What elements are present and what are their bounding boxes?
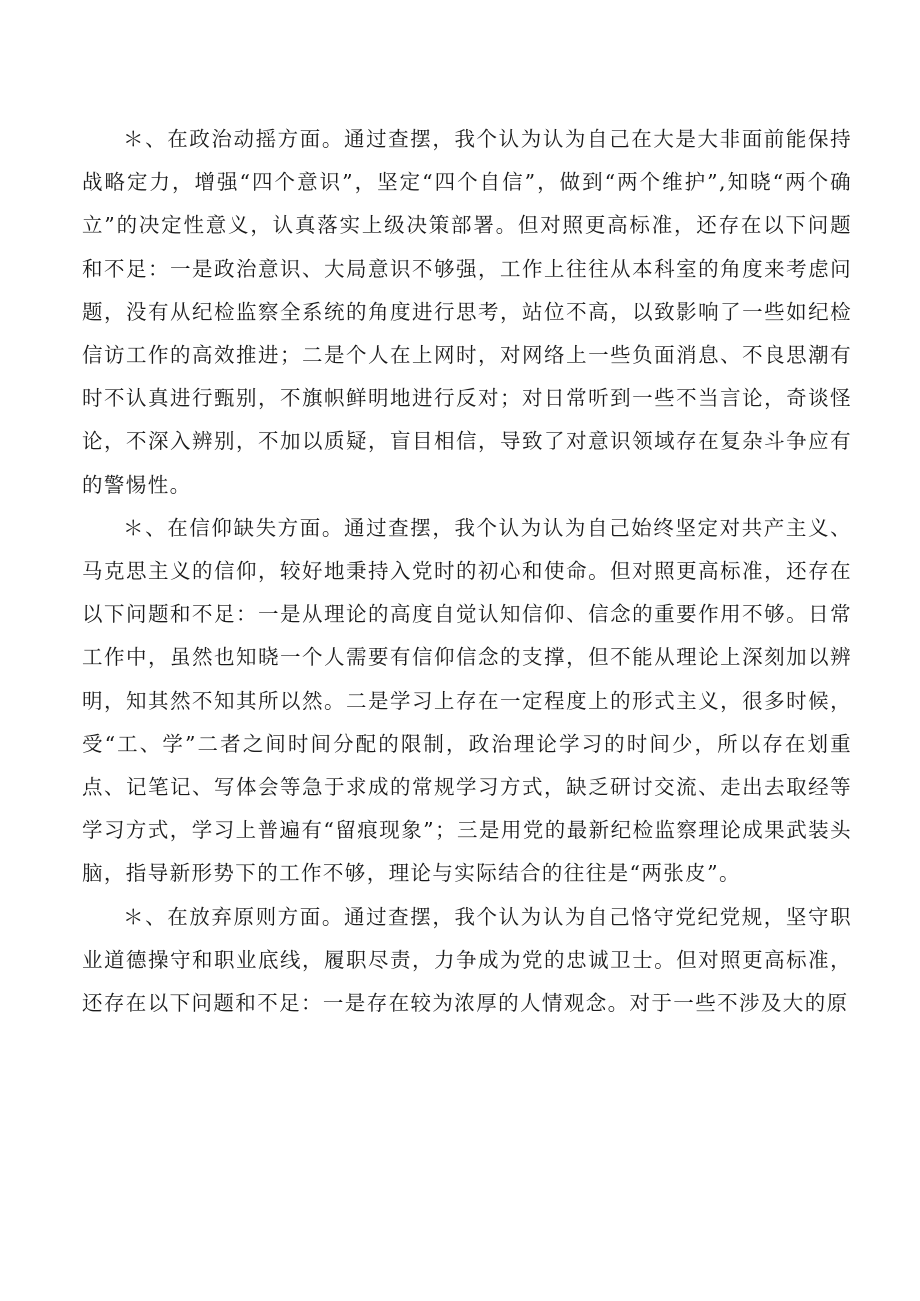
paragraph-faith-lacking: ＊、在信仰缺失方面。通过查摆，我个认为认为自己始终坚定对共产主义、马克思主义的信仰，较好地秉持入党时的初心和使命。但对照更高标准，还存在以下问题和不足：一是从理论的高度自觉认知信仰、信念的重要作用不够。日常工作中，虽然也知晓一个人需要有信仰信念的支撑，但不能从理论上深刻加以辨明，知其然不知其所以然。二是学习上存在一定程度上的形式主义，很多时候，受“工、学”二者之间时间分配的限制，政治理论学习的时间少，所以存在划重点、记笔记、写体会等急于求成的常规学习方式，缺乏研讨交流、走出去取经等学习方式，学习上普遍有“留痕现象”；三是用党的最新纪检监察理论成果武装头脑，指导新形势下的工作不够，理论与实际结合的往往是“两张皮”。 xyxy=(82,515,852,886)
document-body xyxy=(82,118,852,1025)
paragraph-political-wavering: ＊、在政治动摇方面。通过查摆，我个认为认为自己在大是大非面前能保持战略定力，增强“四个意识”，坚定“四个自信”，做到“两个维护”,知晓“两个确立”的决定性意义，认真落实上级决策部署。但对照更高标准，还存在以下问题和不足：一是政治意识、大局意识不够强，工作上往往从本科室的角度来考虑问题，没有从纪检监察全系统的角度进行思考，站位不高，以致影响了一些如纪检信访工作的高效推进；二是个人在上网时，对网络上一些负面消息、不良思潮有时不认真进行甄别，不旗帜鲜明地进行反对；对日常听到一些不当言论，奇谈怪论，不深入辨别，不加以质疑，盲目相信，导致了对意识领域存在复杂斗争应有的警惕性。 xyxy=(82,127,852,497)
paragraph-abandoning-principles: ＊、在放弃原则方面。通过查摆，我个认为认为自己恪守党纪党规，坚守职业道德操守和职业底线，履职尽责，力争成为党的忠诚卫士。但对照更高标准，还存在以下问题和不足：一是存在较为浓厚的人情观念。对于一些不涉及大的原 xyxy=(82,904,852,1016)
